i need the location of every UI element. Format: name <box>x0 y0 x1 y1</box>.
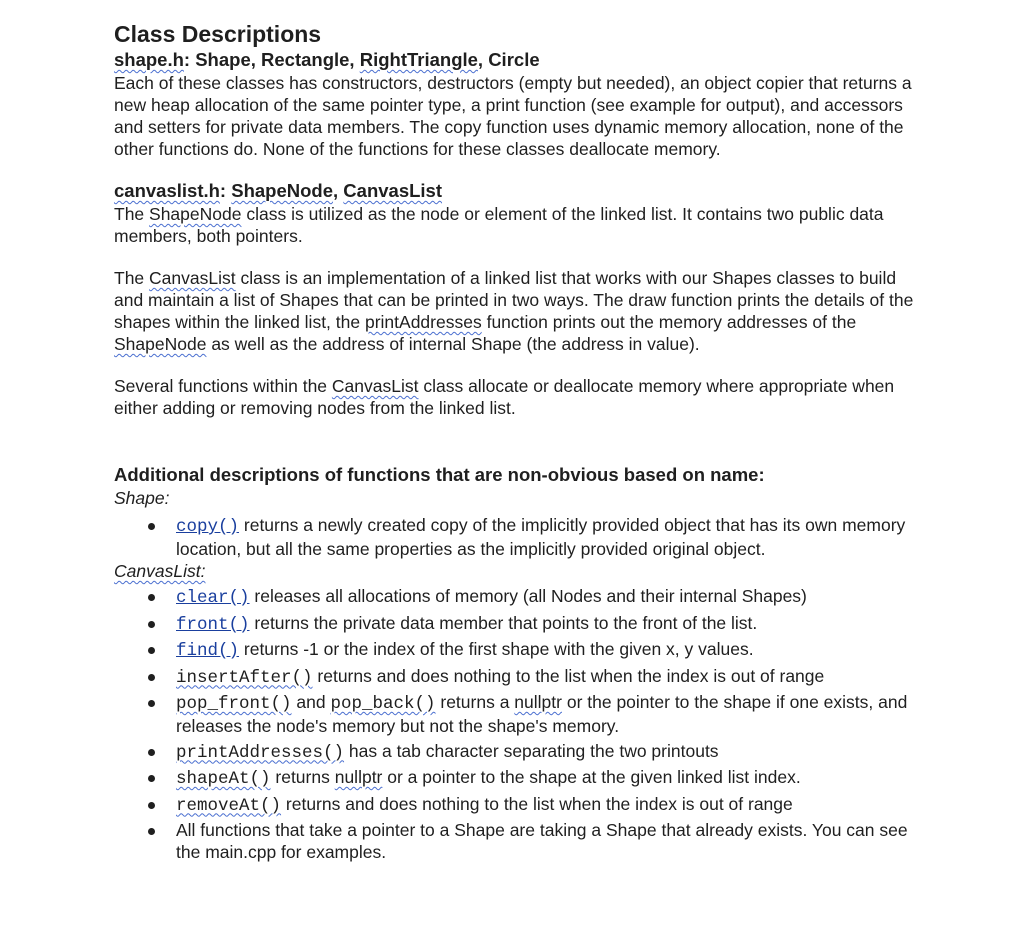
shapenode-word: ShapeNode <box>114 334 207 354</box>
text-run: The <box>114 268 150 288</box>
canvaslist-label-text: CanvasList: <box>114 561 206 581</box>
shape-h-heading-end: , Circle <box>477 49 540 70</box>
bullet-icon <box>148 775 155 782</box>
insertafter-code: insertAfter() <box>176 667 313 688</box>
bullet-icon <box>148 523 155 530</box>
copy-link[interactable]: copy() <box>176 517 240 537</box>
text-run: The <box>114 204 150 224</box>
shapeat-code: shapeAt() <box>176 769 271 789</box>
text-run: class is an implementation of a linked list that works with our Shapes classes to build and maintain a list of Shapes that can be printed in two ways. The draw function prints the details of the shapes within the linked list, the <box>114 268 914 332</box>
bullet-icon <box>148 594 155 601</box>
item-text: returns -1 or the index of the first shape with the given x, y values. <box>239 639 754 659</box>
text-run: class allocate or deallocate memory where appropriate when either adding or removing nodes from the linked list. <box>114 376 895 418</box>
list-item <box>114 612 914 636</box>
list-item <box>114 793 914 817</box>
canvaslist-word: CanvasList <box>149 268 236 288</box>
canvaslist-h-filename: canvaslist.h <box>114 180 220 201</box>
text-run: class is utilized as the node or element of the linked list. It contains two public data members, both pointers. <box>114 204 884 246</box>
item-text: returns a newly created copy of the implicitly provided object that has its own memory location, but all the same properties as the implicitly provided original object. <box>176 515 906 559</box>
canvaslist-function-list <box>114 585 914 863</box>
item-text: or the pointer to the shape if one exists, and releases the node's memory but not the shape's memory. <box>176 692 908 736</box>
canvaslist-paragraph <box>114 267 914 355</box>
list-item <box>114 514 914 560</box>
document-page <box>114 20 914 863</box>
bullet-icon <box>148 674 155 681</box>
canvaslist-label <box>114 560 914 582</box>
list-item <box>114 740 914 764</box>
shapenode-paragraph <box>114 203 914 247</box>
memory-paragraph <box>114 375 914 419</box>
nullptr-word: nullptr <box>514 692 562 712</box>
shapenode-heading-word: ShapeNode <box>231 180 334 201</box>
list-item <box>114 766 914 790</box>
item-text: All functions that take a pointer to a Shape are taking a Shape that already exists. You can see the main.cpp for examples. <box>176 820 908 862</box>
shape-function-list <box>114 514 914 560</box>
bullet-icon <box>148 647 155 654</box>
bullet-icon <box>148 802 155 809</box>
list-item <box>114 638 914 662</box>
shape-h-heading <box>114 48 914 72</box>
canvaslist-heading-word: CanvasList <box>343 180 443 201</box>
item-text: and <box>291 692 331 712</box>
bullet-icon <box>148 828 155 835</box>
text-run: function prints out the memory addresses of the <box>481 312 857 332</box>
canvaslist-word: CanvasList <box>331 376 419 396</box>
nullptr-word: nullptr <box>334 767 383 787</box>
shape-h-description: Each of these classes has constructors, destructors (empty but needed), an object copier that returns a new heap allocation of the same pointer type, a print function (see example for output), and accessors and setters for private data members. The copy function uses dynamic memory allocation, none of the other functions do. None of the functions for these classes deallocate memory. <box>114 73 912 159</box>
item-text: returns and does nothing to the list when the index is out of range <box>281 793 793 814</box>
righttriangle-word: RightTriangle <box>359 49 478 70</box>
printaddresses-code: printAddresses() <box>176 742 345 763</box>
front-link[interactable]: front() <box>176 614 250 635</box>
item-text: has a tab character separating the two printouts <box>344 740 719 761</box>
shape-h-heading-text: : Shape, Rectangle, <box>183 49 360 70</box>
bullet-icon <box>148 621 155 628</box>
heading-colon: : <box>219 180 232 201</box>
item-text: returns a <box>435 692 515 712</box>
shape-h-filename: shape.h <box>114 49 184 70</box>
shapenode-word: ShapeNode <box>149 204 242 224</box>
pop-front-code: pop_front() <box>176 694 292 714</box>
text-run: as well as the address of internal Shape (the address in value). <box>206 334 700 354</box>
heading-comma: , <box>333 180 344 201</box>
text-run: Several functions within the <box>114 376 332 396</box>
list-item <box>114 691 914 737</box>
list-item <box>114 665 914 689</box>
removeat-code: removeAt() <box>176 795 282 816</box>
item-text: returns the private data member that points to the front of the list. <box>249 612 758 633</box>
additional-descriptions-heading: Additional descriptions of functions that are non-obvious based on name: <box>114 464 765 485</box>
find-link[interactable]: find() <box>176 641 240 661</box>
bullet-icon <box>148 700 155 707</box>
shape-label: Shape: <box>114 488 170 508</box>
item-text: returns <box>270 767 335 787</box>
page-title: Class Descriptions <box>114 21 322 47</box>
bullet-icon <box>148 749 155 756</box>
item-text: returns and does nothing to the list when the index is out of range <box>312 665 825 686</box>
list-item <box>114 585 914 609</box>
item-text: releases all allocations of memory (all Nodes and their internal Shapes) <box>249 586 807 606</box>
clear-link[interactable]: clear() <box>176 588 250 608</box>
canvaslist-h-heading <box>114 179 914 203</box>
list-item <box>114 819 914 863</box>
item-text: or a pointer to the shape at the given linked list index. <box>382 767 801 787</box>
printaddresses-word: printAddresses <box>364 312 482 332</box>
pop-back-code: pop_back() <box>330 694 436 714</box>
